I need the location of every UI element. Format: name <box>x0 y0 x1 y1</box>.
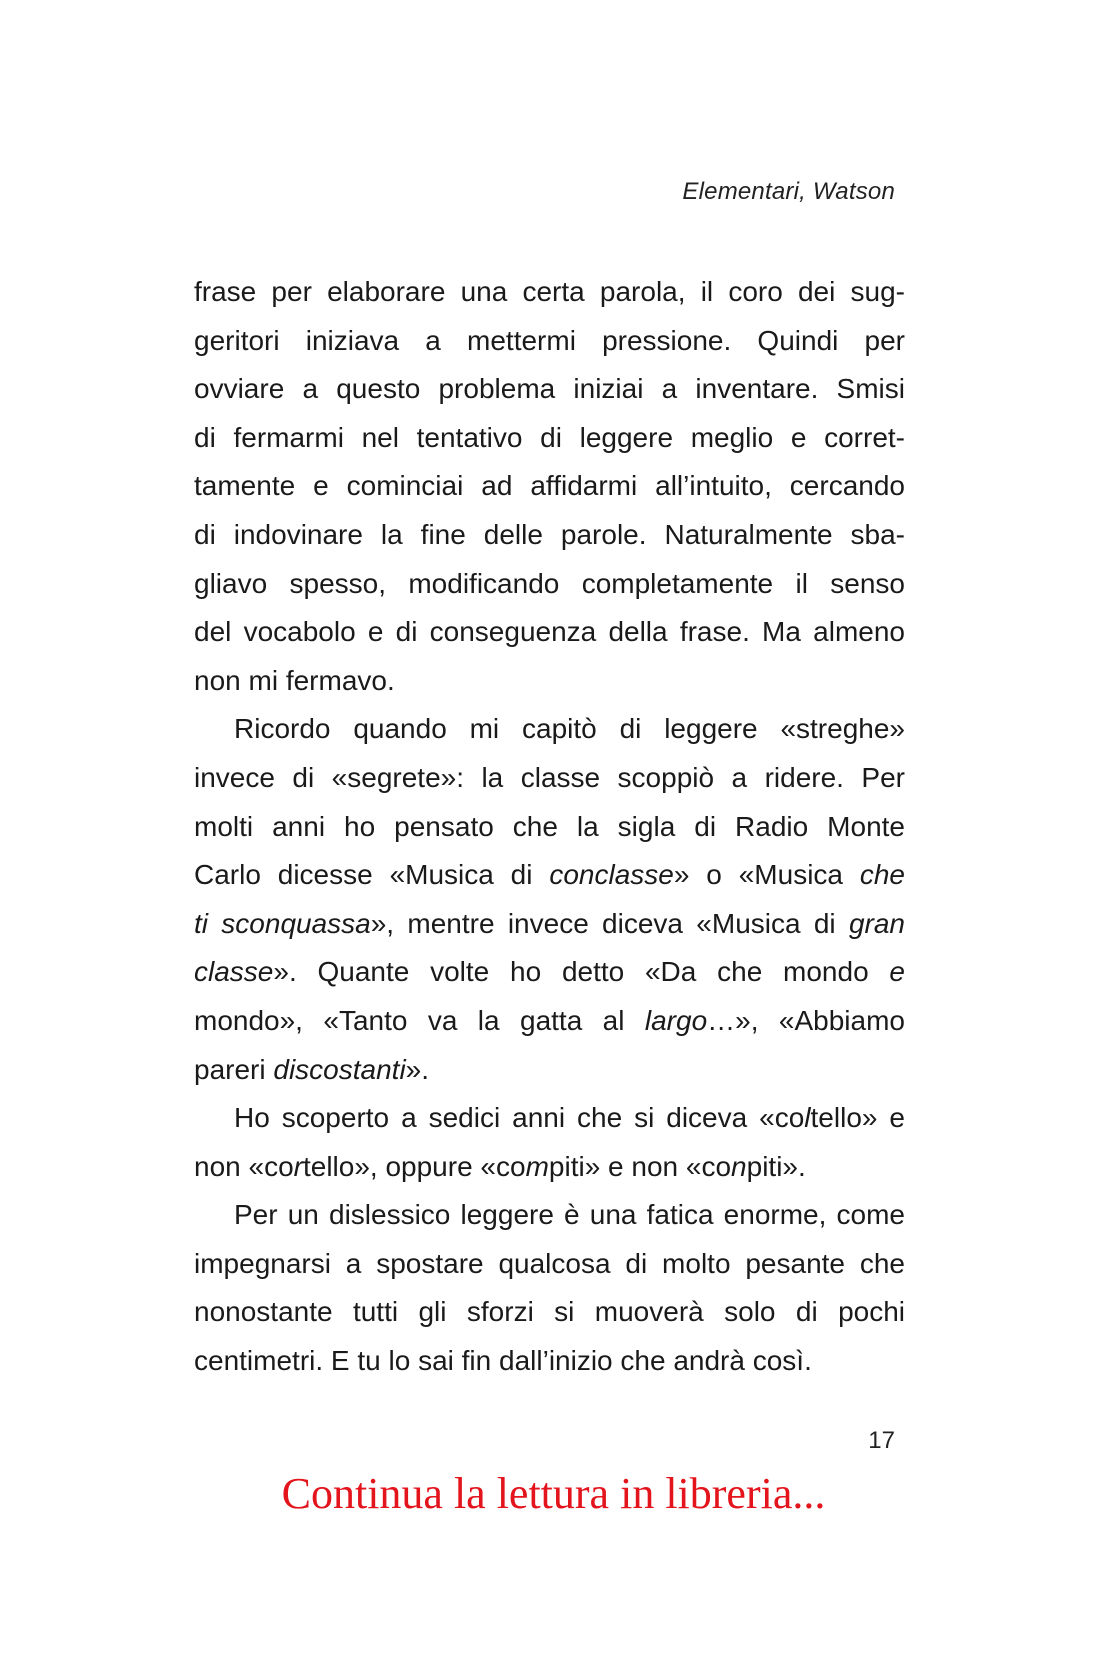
continue-reading-link[interactable]: Continua la lettura in libreria... <box>281 1469 826 1518</box>
text-segment: piti» e non «co <box>548 1150 732 1182</box>
text-line <box>194 851 905 900</box>
text-segment: impegnarsi a spostare qualcosa di molto pesante che <box>194 1247 905 1279</box>
text-line <box>194 462 905 511</box>
text-line <box>194 1143 905 1192</box>
italic-text: r <box>293 1150 303 1182</box>
running-head: Elementari, Watson <box>682 178 895 205</box>
text-segment: ovviare a questo problema iniziai a inventare. Smisi <box>194 373 905 405</box>
text-segment: non «co <box>194 1150 294 1182</box>
text-segment: Ho scoperto a sedici anni che si diceva «co <box>234 1102 805 1134</box>
text-line <box>194 365 905 414</box>
text-line <box>194 1288 905 1337</box>
text-line <box>194 560 905 609</box>
text-segment: tello» e <box>810 1102 905 1134</box>
italic-text: gran <box>848 907 905 939</box>
text-segment: Carlo dicesse «Musica di <box>194 859 550 891</box>
text-segment: mondo», «Tanto va la gatta al <box>194 1004 645 1036</box>
text-line <box>194 511 905 560</box>
text-segment: ». Quante volte ho detto «Da che mondo <box>273 956 890 988</box>
italic-text: che <box>859 859 905 891</box>
text-line <box>194 803 905 852</box>
text-line <box>194 657 905 706</box>
text-segment: nonostante tutti gli sforzi si muoverà solo di pochi <box>194 1296 905 1328</box>
italic-text: e <box>889 956 905 988</box>
text-segment: non mi fermavo. <box>194 664 395 696</box>
text-segment: », mentre invece diceva «Musica di <box>370 907 849 939</box>
text-segment: di indovinare la fine delle parole. Naturalmente sba- <box>194 518 905 550</box>
text-line <box>194 705 905 754</box>
text-segment: Per un dislessico leggere è una fatica enorme, come <box>234 1199 905 1231</box>
text-line <box>194 268 905 317</box>
italic-text: m <box>525 1150 549 1182</box>
text-line <box>194 1191 905 1240</box>
text-line <box>194 1094 905 1143</box>
text-segment: Ricordo quando mi capitò di leggere «streghe» <box>234 713 905 745</box>
italic-text: conclasse <box>549 859 674 891</box>
text-line <box>194 1240 905 1289</box>
text-segment: …», «Abbiamo <box>707 1004 905 1036</box>
text-segment: piti». <box>746 1150 806 1182</box>
italic-text: discostanti <box>273 1053 406 1085</box>
text-line <box>194 414 905 463</box>
text-segment: » o «Musica <box>673 859 860 891</box>
text-line <box>194 317 905 366</box>
text-segment: centimetri. E tu lo sai fin dall’inizio che andrà così. <box>194 1345 812 1377</box>
text-segment: di fermarmi nel tentativo di leggere meglio e corret- <box>194 421 905 453</box>
italic-text: n <box>731 1150 747 1182</box>
text-segment: invece di «segrete»: la classe scoppiò a ridere. Per <box>194 761 905 793</box>
italic-text: classe <box>194 956 274 988</box>
italic-text: ti sconquassa <box>194 907 371 939</box>
text-line <box>194 997 905 1046</box>
italic-text: l <box>804 1102 811 1134</box>
text-segment: tello», oppure «co <box>302 1150 526 1182</box>
text-segment: del vocabolo e di conseguenza della frase. Ma almeno <box>194 616 905 648</box>
text-line <box>194 900 905 949</box>
text-line <box>194 608 905 657</box>
italic-text: largo <box>644 1004 708 1036</box>
text-line <box>194 754 905 803</box>
text-line <box>194 1046 905 1095</box>
text-segment: gliavo spesso, modificando completamente il senso <box>194 567 905 599</box>
text-segment: ». <box>405 1053 430 1085</box>
text-line <box>194 1337 905 1386</box>
text-segment: pareri <box>194 1053 274 1085</box>
text-segment: frase per elaborare una certa parola, il coro dei sug- <box>194 276 905 307</box>
text-segment: molti anni ho pensato che la sigla di Radio Monte <box>194 810 905 842</box>
text-segment: tamente e cominciai ad affidarmi all’intuito, cercando <box>194 470 905 502</box>
page-number: 17 <box>868 1427 895 1454</box>
text-segment: geritori iniziava a mettermi pressione. Quindi per <box>194 324 905 356</box>
text-line <box>194 948 905 997</box>
body-text <box>194 268 905 1386</box>
